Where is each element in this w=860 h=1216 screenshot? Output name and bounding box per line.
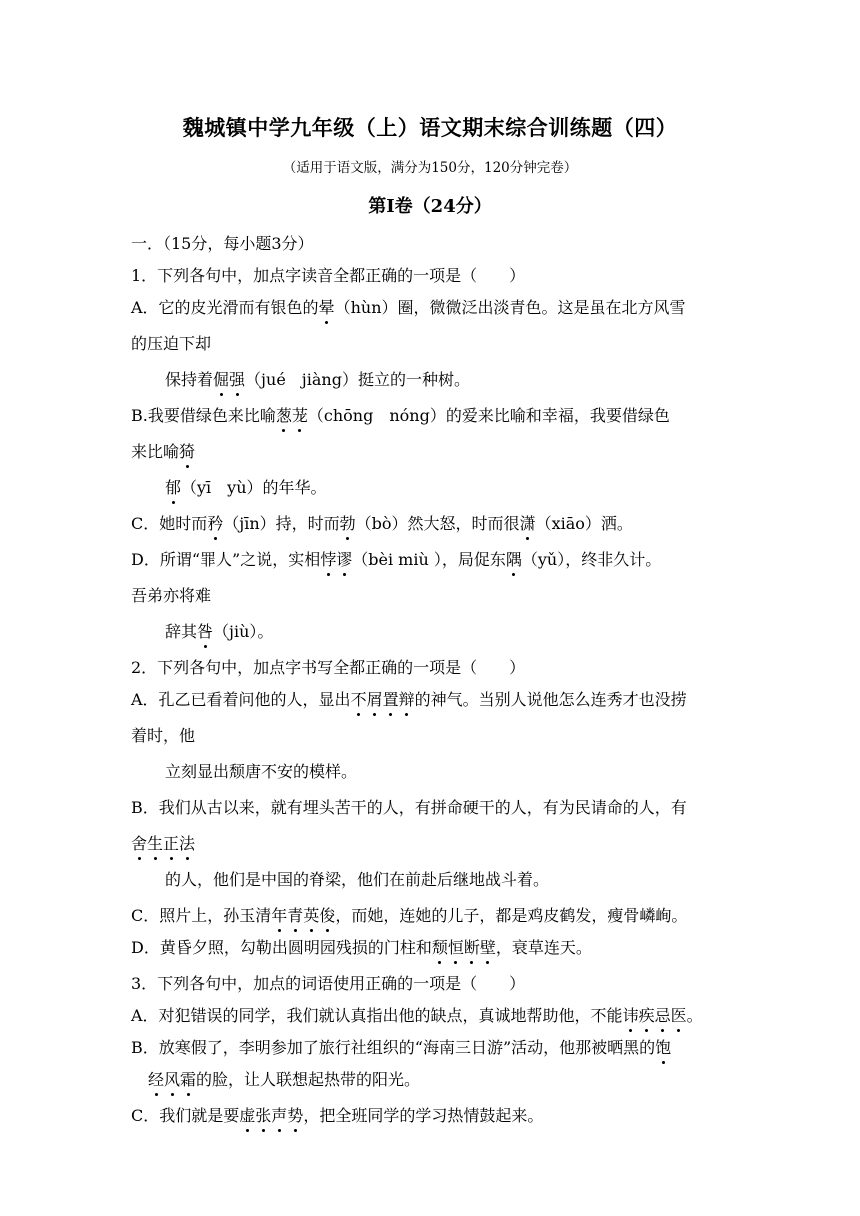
q3-option-b: B．放寒假了，李明参加了旅行社组织的“海南三日游”活动，他那被晒黑的饱 <box>131 1038 672 1057</box>
dotted-char: 矜 <box>207 514 224 533</box>
dotted-char: 俊 <box>319 906 336 925</box>
q3-option-a: A．对犯错误的同学，我们就认真指出他的缺点，真诚地帮助他，不能讳疾忌医。 <box>131 1006 703 1025</box>
q2-option-a-cont: 立刻显出颓唐不安的模样。 <box>165 762 358 781</box>
dotted-char: 晕 <box>318 298 335 317</box>
q3-option-b-cont: 经风霜的脸，让人联想起热带的阳光。 <box>148 1070 421 1089</box>
q2-option-b-cont <box>131 834 732 854</box>
q3-option-c: C．我们就是要虚张声势，把全班同学的学习热情鼓起来。 <box>131 1106 544 1125</box>
dotted-char: 讳 <box>622 1006 639 1025</box>
dotted-char: 葱 <box>275 406 292 425</box>
dotted-char: 正 <box>163 834 180 853</box>
q1-option-d: D．所谓“罪人”之说，实相悖谬（bèi miù ），局促东隅（yǔ），终非久计。 <box>131 550 662 569</box>
q1-option-a-cont: 保持着倔强（jué jiàng）挺立的一种树。 <box>165 370 470 389</box>
q2-option-b-cont: 的人，他们是中国的脊梁，他们在前赴后继地战斗着。 <box>165 870 550 889</box>
exam-title: 魏城镇中学九年级（上）语文期末综合训练题（四） <box>182 115 678 140</box>
dotted-char: 舍 <box>131 834 148 853</box>
dotted-char: 隅 <box>505 550 522 569</box>
q2-option-a: A．孔乙已看着问他的人，显出不屑置辩的神气。当别人说他怎么连秀才也没捞 <box>131 690 687 709</box>
dotted-char: 屑 <box>366 690 383 709</box>
dotted-char: 颓 <box>431 938 448 957</box>
dotted-char: 英 <box>303 906 320 925</box>
question-3-stem: 3．下列各句中，加点的词语使用正确的一项是（ ） <box>131 974 526 993</box>
dotted-char: 茏 <box>291 406 308 425</box>
dotted-char: 医 <box>670 1006 687 1025</box>
dotted-char: 声 <box>271 1106 288 1125</box>
q2-option-b: B．我们从古以来，就有埋头苦干的人，有拼命硬干的人，有为民请命的人，有 <box>131 798 687 817</box>
q1-option-d-cont: 吾弟亦将难 <box>131 586 212 605</box>
dotted-char: 壁 <box>479 938 496 957</box>
dotted-char: 咎 <box>197 622 214 641</box>
dotted-char: 置 <box>382 690 399 709</box>
dotted-char: 势 <box>287 1106 304 1125</box>
q2-option-c: C．照片上，孙玉清年青英俊，而她，连她的儿子，都是鸡皮鹤发，瘦骨嶙峋。 <box>131 906 688 925</box>
dotted-char: 青 <box>287 906 304 925</box>
dotted-char: 不 <box>350 690 367 709</box>
dotted-char: 倔 <box>213 370 230 389</box>
dotted-char: 霜 <box>180 1070 197 1089</box>
section-heading: 一．（15分，每小题3分） <box>131 234 314 253</box>
q1-option-d-cont: 辞其咎（jiù）。 <box>165 622 274 641</box>
q1-option-b-cont: 郁（yī yù）的年华。 <box>165 478 327 497</box>
volume-heading: 第Ⅰ卷（24分） <box>368 196 492 217</box>
dotted-char: 年 <box>271 906 288 925</box>
q2-option-d: D．黄昏夕照，勾勒出圆明园残损的门柱和颓恒断壁，衰草连天。 <box>131 938 592 957</box>
dotted-char: 法 <box>179 834 196 853</box>
exam-body <box>131 234 732 1142</box>
dotted-char: 潇 <box>519 514 536 533</box>
q1-option-b-cont: 来比喻猗 <box>131 442 196 461</box>
dotted-char: 断 <box>463 938 480 957</box>
dotted-char: 风 <box>164 1070 181 1089</box>
question-2-stem: 2．下列各句中，加点字书写全都正确的一项是（ ） <box>131 658 526 677</box>
dotted-char: 辩 <box>398 690 415 709</box>
question-1-stem: 1．下列各句中，加点字读音全都正确的一项是（ ） <box>131 266 526 285</box>
q1-option-a-cont: 的压迫下却 <box>131 334 212 353</box>
q1-option-c: C．她时而矜（jīn）持，时而勃（bò）然大怒，时而很潇（xiāo）洒。 <box>131 514 633 533</box>
dotted-char: 疾 <box>638 1006 655 1025</box>
q2-option-a-cont: 着时，他 <box>131 726 196 745</box>
dotted-char: 勃 <box>339 514 356 533</box>
dotted-char: 谬 <box>336 550 353 569</box>
dotted-char: 张 <box>255 1106 272 1125</box>
dotted-char: 生 <box>147 834 164 853</box>
q1-option-a: A．它的皮光滑而有银色的晕（hùn）圈，微微泛出淡青色。这是虽在北方风雪 <box>131 298 686 317</box>
dotted-char: 郁 <box>165 478 182 497</box>
dotted-char: 虚 <box>239 1106 256 1125</box>
dotted-char: 经 <box>148 1070 165 1089</box>
q1-option-b: B.我要借绿色来比喻葱茏（chōng nóng）的爱来比喻和幸福，我要借绿色 <box>131 406 670 425</box>
dotted-char: 强 <box>229 370 246 389</box>
dotted-char: 悖 <box>320 550 337 569</box>
dotted-char: 忌 <box>654 1006 671 1025</box>
dotted-char: 恒 <box>447 938 464 957</box>
dotted-char: 猗 <box>179 442 196 461</box>
dotted-char: 饱 <box>655 1038 672 1057</box>
exam-subtitle: （适用于语文版，满分为150分，120分钟完卷） <box>282 160 578 176</box>
